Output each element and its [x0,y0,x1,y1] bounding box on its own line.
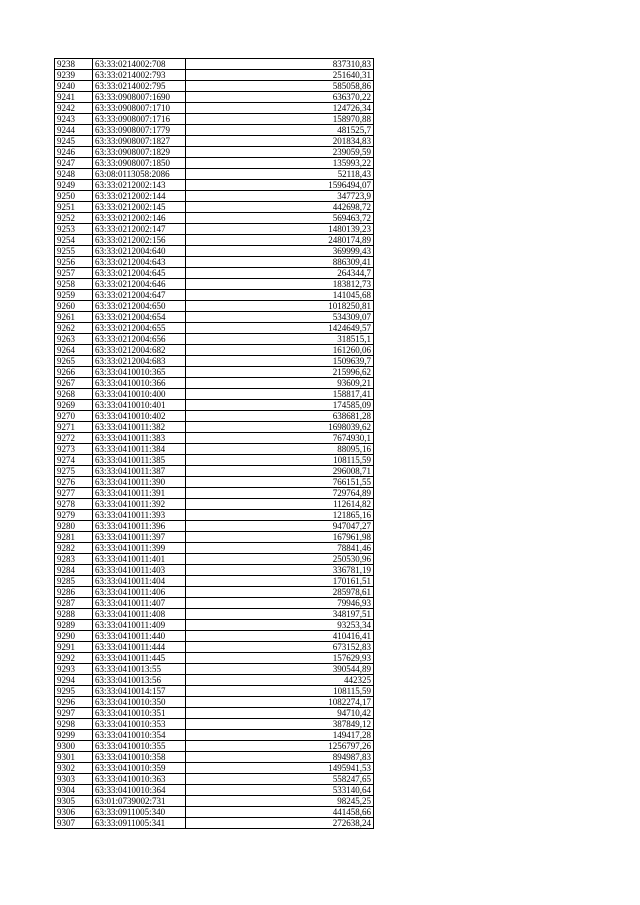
value-cell: 636370,22 [186,92,374,103]
value-cell: 638681,28 [186,411,374,422]
row-number-cell: 9249 [55,180,93,191]
table-row [55,587,374,598]
table-row [55,543,374,554]
value-cell: 239059,59 [186,147,374,158]
value-cell: 272638,24 [186,818,374,829]
table-row [55,642,374,653]
value-cell: 673152,83 [186,642,374,653]
row-number-cell: 9264 [55,345,93,356]
table-row [55,532,374,543]
row-number-cell: 9240 [55,81,93,92]
table-row [55,411,374,422]
table-row [55,510,374,521]
cadastral-number-cell: 63:33:0410010:353 [93,719,186,730]
cadastral-number-cell: 63:33:0410011:445 [93,653,186,664]
value-cell: 201834,83 [186,136,374,147]
cadastral-number-cell: 63:33:0410011:392 [93,499,186,510]
row-number-cell: 9253 [55,224,93,235]
row-number-cell: 9256 [55,257,93,268]
row-number-cell: 9293 [55,664,93,675]
value-cell: 569463,72 [186,213,374,224]
value-cell: 369999,43 [186,246,374,257]
row-number-cell: 9239 [55,70,93,81]
cadastral-number-cell: 63:01:0739002:731 [93,796,186,807]
row-number-cell: 9303 [55,774,93,785]
table-row [55,708,374,719]
table-row [55,59,374,70]
row-number-cell: 9242 [55,103,93,114]
value-cell: 264344,7 [186,268,374,279]
value-cell: 98245,25 [186,796,374,807]
value-cell: 170161,51 [186,576,374,587]
value-cell: 1018250,81 [186,301,374,312]
row-number-cell: 9255 [55,246,93,257]
row-number-cell: 9247 [55,158,93,169]
row-number-cell: 9301 [55,752,93,763]
value-cell: 348197,51 [186,609,374,620]
row-number-cell: 9288 [55,609,93,620]
cadastral-value-table [54,58,374,829]
value-cell: 481525,7 [186,125,374,136]
value-cell: 93253,34 [186,620,374,631]
value-cell: 336781,19 [186,565,374,576]
row-number-cell: 9248 [55,169,93,180]
table-row [55,598,374,609]
row-number-cell: 9275 [55,466,93,477]
table-row [55,389,374,400]
table-row [55,554,374,565]
value-cell: 215996,62 [186,367,374,378]
table-row [55,81,374,92]
value-cell: 1509639,7 [186,356,374,367]
cadastral-number-cell: 63:33:0410011:407 [93,598,186,609]
cadastral-number-cell: 63:33:0410011:444 [93,642,186,653]
table-row [55,235,374,246]
cadastral-number-cell: 63:33:0410010:354 [93,730,186,741]
row-number-cell: 9280 [55,521,93,532]
row-number-cell: 9284 [55,565,93,576]
value-cell: 347723,9 [186,191,374,202]
table-row [55,268,374,279]
table-row [55,730,374,741]
cadastral-number-cell: 63:33:0212004:643 [93,257,186,268]
table-row [55,279,374,290]
table-row [55,158,374,169]
value-cell: 1596494,07 [186,180,374,191]
row-number-cell: 9276 [55,477,93,488]
value-cell: 296008,71 [186,466,374,477]
table-row [55,653,374,664]
value-cell: 766151,55 [186,477,374,488]
row-number-cell: 9257 [55,268,93,279]
row-number-cell: 9252 [55,213,93,224]
cadastral-number-cell: 63:33:0410011:440 [93,631,186,642]
table-row [55,631,374,642]
value-cell: 1480139,23 [186,224,374,235]
table-row [55,763,374,774]
value-cell: 442325 [186,675,374,686]
table-row [55,455,374,466]
table-row [55,103,374,114]
cadastral-number-cell: 63:33:0212002:147 [93,224,186,235]
table-row [55,807,374,818]
row-number-cell: 9289 [55,620,93,631]
cadastral-number-cell: 63:33:0410010:400 [93,389,186,400]
table-row [55,818,374,829]
row-number-cell: 9305 [55,796,93,807]
cadastral-number-cell: 63:33:0410010:350 [93,697,186,708]
value-cell: 442698,72 [186,202,374,213]
cadastral-number-cell: 63:33:0410011:391 [93,488,186,499]
table-row [55,565,374,576]
table-row [55,697,374,708]
row-number-cell: 9296 [55,697,93,708]
cadastral-number-cell: 63:33:0410013:55 [93,664,186,675]
table-row [55,675,374,686]
value-cell: 1424649,57 [186,323,374,334]
row-number-cell: 9302 [55,763,93,774]
value-cell: 1082274,17 [186,697,374,708]
cadastral-number-cell: 63:33:0214002:793 [93,70,186,81]
value-cell: 251640,31 [186,70,374,81]
table-row [55,257,374,268]
row-number-cell: 9283 [55,554,93,565]
value-cell: 947047,27 [186,521,374,532]
cadastral-number-cell: 63:33:0212002:146 [93,213,186,224]
cadastral-number-cell: 63:33:0410011:408 [93,609,186,620]
value-cell: 1256797,26 [186,741,374,752]
value-cell: 108115,59 [186,686,374,697]
cadastral-number-cell: 63:33:0212004:646 [93,279,186,290]
cadastral-number-cell: 63:33:0410010:401 [93,400,186,411]
cadastral-number-cell: 63:33:0212004:647 [93,290,186,301]
row-number-cell: 9298 [55,719,93,730]
value-cell: 837310,83 [186,59,374,70]
row-number-cell: 9277 [55,488,93,499]
value-cell: 390544,89 [186,664,374,675]
table-row [55,521,374,532]
table-row [55,301,374,312]
row-number-cell: 9251 [55,202,93,213]
table-row [55,774,374,785]
table-row [55,466,374,477]
row-number-cell: 9292 [55,653,93,664]
cadastral-number-cell: 63:33:0410011:382 [93,422,186,433]
value-cell: 158970,88 [186,114,374,125]
cadastral-number-cell: 63:33:0212004:640 [93,246,186,257]
value-cell: 533140,64 [186,785,374,796]
cadastral-number-cell: 63:33:0908007:1779 [93,125,186,136]
table-row [55,664,374,675]
value-cell: 161260,06 [186,345,374,356]
table-row [55,312,374,323]
value-cell: 250530,96 [186,554,374,565]
table-row [55,125,374,136]
table-row [55,719,374,730]
cadastral-number-cell: 63:33:0410010:363 [93,774,186,785]
value-cell: 318515,1 [186,334,374,345]
table-row [55,422,374,433]
row-number-cell: 9261 [55,312,93,323]
value-cell: 52118,43 [186,169,374,180]
row-number-cell: 9259 [55,290,93,301]
value-cell: 112614,82 [186,499,374,510]
table-row [55,785,374,796]
row-number-cell: 9250 [55,191,93,202]
cadastral-number-cell: 63:33:0410011:401 [93,554,186,565]
row-number-cell: 9263 [55,334,93,345]
cadastral-number-cell: 63:33:0410010:351 [93,708,186,719]
table-row [55,686,374,697]
cadastral-number-cell: 63:33:0212004:656 [93,334,186,345]
value-cell: 387849,12 [186,719,374,730]
table-row [55,576,374,587]
cadastral-number-cell: 63:33:0410011:404 [93,576,186,587]
table-row [55,741,374,752]
row-number-cell: 9300 [55,741,93,752]
row-number-cell: 9282 [55,543,93,554]
cadastral-number-cell: 63:33:0410010:365 [93,367,186,378]
row-number-cell: 9266 [55,367,93,378]
table-row [55,499,374,510]
cadastral-number-cell: 63:33:0908007:1690 [93,92,186,103]
row-number-cell: 9294 [55,675,93,686]
row-number-cell: 9269 [55,400,93,411]
table-row [55,147,374,158]
value-cell: 157629,93 [186,653,374,664]
cadastral-number-cell: 63:33:0214002:795 [93,81,186,92]
value-cell: 141045,68 [186,290,374,301]
table-row [55,367,374,378]
table-row [55,620,374,631]
value-cell: 88095,16 [186,444,374,455]
table-row [55,70,374,81]
cadastral-number-cell: 63:33:0212004:654 [93,312,186,323]
cadastral-number-cell: 63:33:0410011:393 [93,510,186,521]
row-number-cell: 9278 [55,499,93,510]
row-number-cell: 9287 [55,598,93,609]
value-cell: 441458,66 [186,807,374,818]
value-cell: 149417,28 [186,730,374,741]
cadastral-number-cell: 63:33:0908007:1710 [93,103,186,114]
row-number-cell: 9281 [55,532,93,543]
row-number-cell: 9297 [55,708,93,719]
value-cell: 93609,21 [186,378,374,389]
cadastral-number-cell: 63:33:0410011:384 [93,444,186,455]
value-cell: 2480174,89 [186,235,374,246]
cadastral-number-cell: 63:33:0410011:390 [93,477,186,488]
cadastral-number-cell: 63:33:0908007:1827 [93,136,186,147]
cadastral-number-cell: 63:33:0410010:364 [93,785,186,796]
cadastral-number-cell: 63:33:0410011:385 [93,455,186,466]
value-cell: 534309,07 [186,312,374,323]
table-body [55,59,374,829]
value-cell: 121865,16 [186,510,374,521]
row-number-cell: 9268 [55,389,93,400]
table-row [55,444,374,455]
value-cell: 94710,42 [186,708,374,719]
cadastral-number-cell: 63:33:0212004:650 [93,301,186,312]
cadastral-number-cell: 63:33:0410011:396 [93,521,186,532]
value-cell: 79946,93 [186,598,374,609]
row-number-cell: 9290 [55,631,93,642]
row-number-cell: 9265 [55,356,93,367]
cadastral-number-cell: 63:33:0410010:355 [93,741,186,752]
table-row [55,323,374,334]
row-number-cell: 9295 [55,686,93,697]
cadastral-number-cell: 63:33:0410011:387 [93,466,186,477]
row-number-cell: 9304 [55,785,93,796]
row-number-cell: 9238 [55,59,93,70]
table-row [55,202,374,213]
cadastral-number-cell: 63:33:0410011:399 [93,543,186,554]
value-cell: 7674930,1 [186,433,374,444]
cadastral-number-cell: 63:33:0410010:359 [93,763,186,774]
cadastral-number-cell: 63:33:0410011:383 [93,433,186,444]
table-row [55,796,374,807]
value-cell: 78841,46 [186,543,374,554]
cadastral-number-cell: 63:33:0410013:56 [93,675,186,686]
cadastral-number-cell: 63:33:0212004:682 [93,345,186,356]
row-number-cell: 9279 [55,510,93,521]
table-row [55,213,374,224]
row-number-cell: 9291 [55,642,93,653]
row-number-cell: 9271 [55,422,93,433]
value-cell: 135993,22 [186,158,374,169]
cadastral-number-cell: 63:33:0212002:143 [93,180,186,191]
row-number-cell: 9246 [55,147,93,158]
cadastral-number-cell: 63:33:0908007:1829 [93,147,186,158]
value-cell: 167961,98 [186,532,374,543]
row-number-cell: 9267 [55,378,93,389]
value-cell: 894987,83 [186,752,374,763]
cadastral-number-cell: 63:33:0410011:397 [93,532,186,543]
table-row [55,752,374,763]
row-number-cell: 9285 [55,576,93,587]
row-number-cell: 9243 [55,114,93,125]
value-cell: 1495941,53 [186,763,374,774]
cadastral-number-cell: 63:33:0212004:655 [93,323,186,334]
table-row [55,92,374,103]
value-cell: 585058,86 [186,81,374,92]
row-number-cell: 9273 [55,444,93,455]
table-row [55,290,374,301]
value-cell: 124726,34 [186,103,374,114]
cadastral-number-cell: 63:33:0410011:403 [93,565,186,576]
cadastral-number-cell: 63:33:0911005:341 [93,818,186,829]
value-cell: 1698039,62 [186,422,374,433]
value-cell: 558247,65 [186,774,374,785]
value-cell: 729764,89 [186,488,374,499]
cadastral-number-cell: 63:33:0212002:156 [93,235,186,246]
cadastral-number-cell: 63:33:0410011:406 [93,587,186,598]
table-row [55,191,374,202]
row-number-cell: 9299 [55,730,93,741]
table-row [55,609,374,620]
table-row [55,356,374,367]
cadastral-number-cell: 63:33:0212004:683 [93,356,186,367]
table-row [55,345,374,356]
table-row [55,180,374,191]
table-row [55,224,374,235]
cadastral-number-cell: 63:33:0908007:1850 [93,158,186,169]
cadastral-number-cell: 63:33:0212002:145 [93,202,186,213]
cadastral-number-cell: 63:33:0212004:645 [93,268,186,279]
table-row [55,378,374,389]
table-row [55,114,374,125]
cadastral-number-cell: 63:33:0410010:366 [93,378,186,389]
row-number-cell: 9286 [55,587,93,598]
table-row [55,169,374,180]
value-cell: 108115,59 [186,455,374,466]
value-cell: 285978,61 [186,587,374,598]
table-row [55,433,374,444]
table-row [55,400,374,411]
row-number-cell: 9307 [55,818,93,829]
cadastral-number-cell: 63:33:0410010:402 [93,411,186,422]
cadastral-number-cell: 63:33:0911005:340 [93,807,186,818]
row-number-cell: 9272 [55,433,93,444]
row-number-cell: 9306 [55,807,93,818]
cadastral-number-cell: 63:33:0410010:358 [93,752,186,763]
cadastral-number-cell: 63:33:0214002:708 [93,59,186,70]
row-number-cell: 9262 [55,323,93,334]
row-number-cell: 9244 [55,125,93,136]
cadastral-number-cell: 63:33:0212002:144 [93,191,186,202]
value-cell: 158817,41 [186,389,374,400]
row-number-cell: 9254 [55,235,93,246]
row-number-cell: 9260 [55,301,93,312]
cadastral-number-cell: 63:08:0113058:2086 [93,169,186,180]
cadastral-number-cell: 63:33:0908007:1716 [93,114,186,125]
row-number-cell: 9270 [55,411,93,422]
cadastral-number-cell: 63:33:0410011:409 [93,620,186,631]
cadastral-number-cell: 63:33:0410014:157 [93,686,186,697]
table-row [55,136,374,147]
row-number-cell: 9245 [55,136,93,147]
table-row [55,246,374,257]
table-row [55,488,374,499]
value-cell: 886309,41 [186,257,374,268]
value-cell: 174585,09 [186,400,374,411]
row-number-cell: 9241 [55,92,93,103]
value-cell: 183812,73 [186,279,374,290]
row-number-cell: 9274 [55,455,93,466]
row-number-cell: 9258 [55,279,93,290]
value-cell: 410416,41 [186,631,374,642]
table-row [55,477,374,488]
table-row [55,334,374,345]
